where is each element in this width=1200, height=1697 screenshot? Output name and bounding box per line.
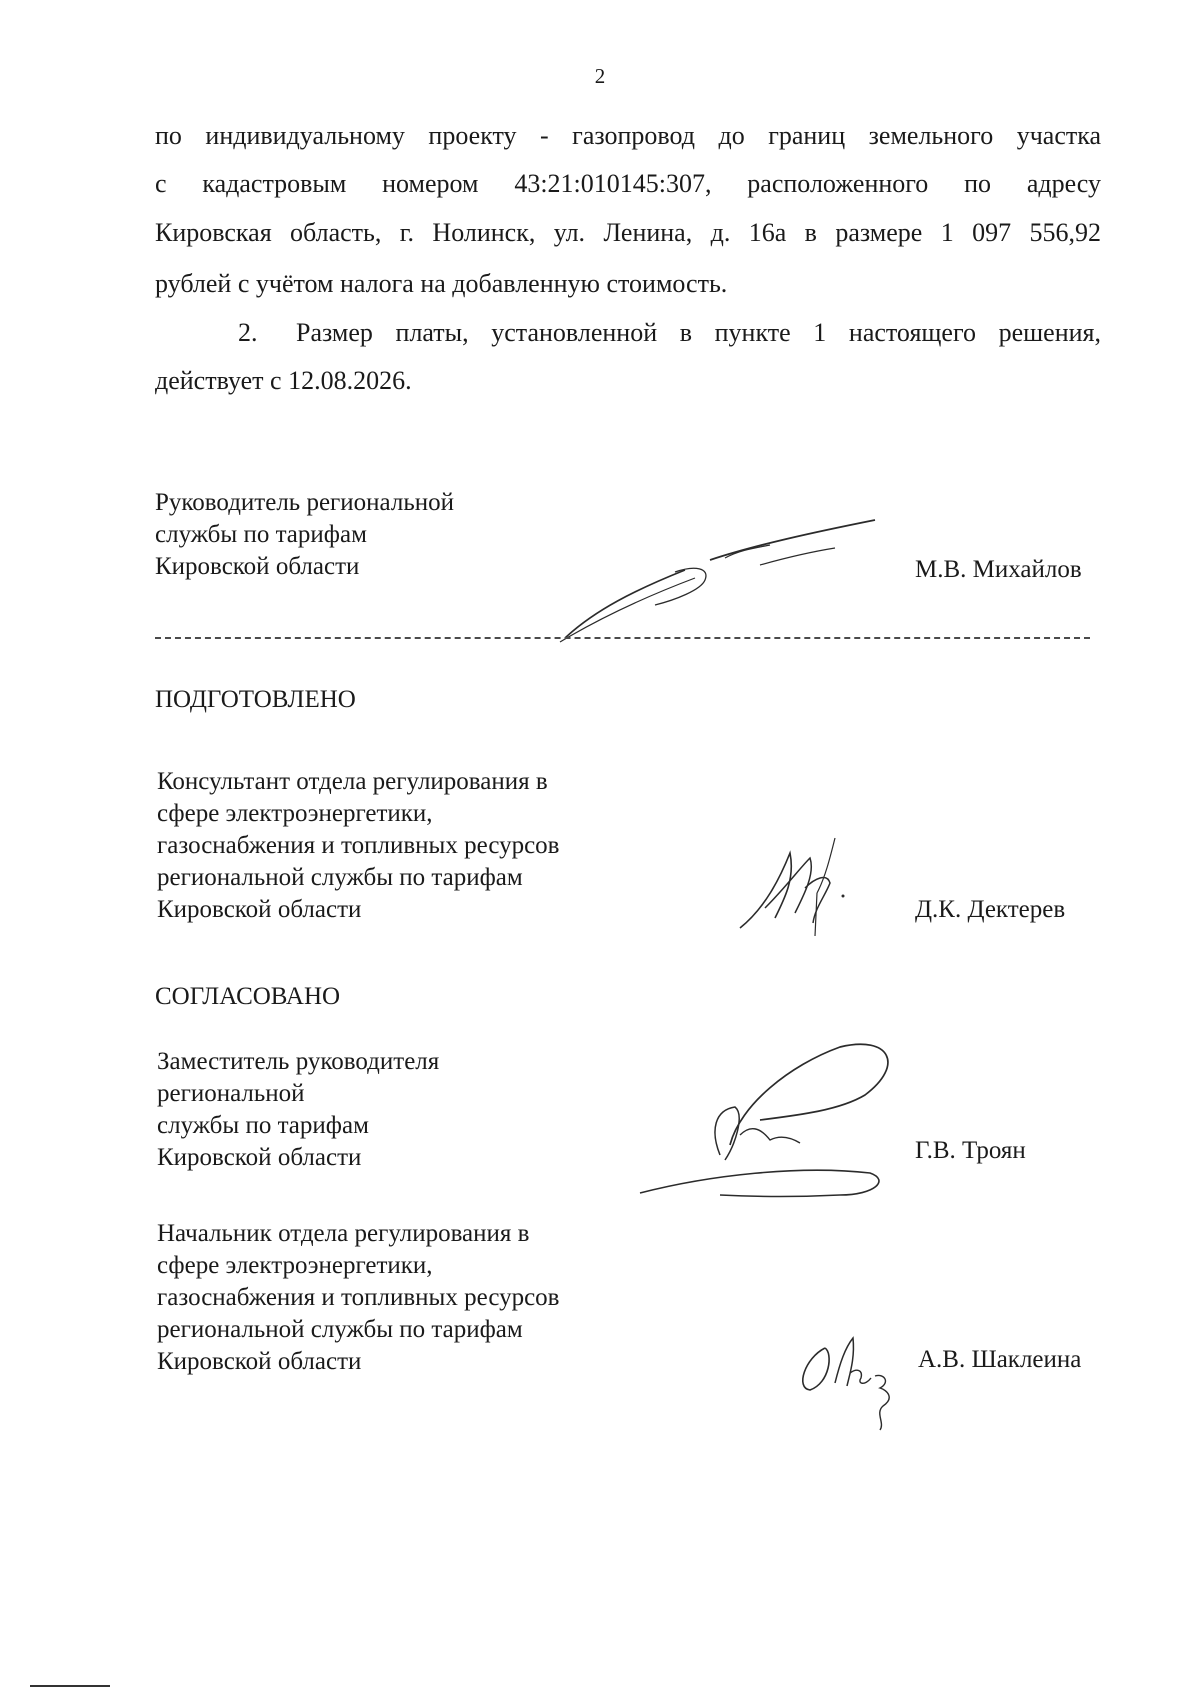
- position-line: Руководитель региональной: [155, 489, 454, 516]
- position-line: Начальник отдела регулирования в: [157, 1220, 530, 1247]
- position-line: Кировской области: [157, 896, 362, 923]
- position-line: сфере электроэнергетики,: [157, 800, 433, 827]
- agreed-position-1: [157, 1046, 439, 1174]
- position-line: Заместитель руководителя: [157, 1048, 440, 1075]
- page-number: 2: [594, 64, 606, 88]
- agreed-signature-2: [795, 1328, 905, 1433]
- head-signature: [555, 520, 895, 645]
- agreed-signature-1: [640, 1035, 900, 1205]
- separator-dashed-line: [155, 637, 1090, 639]
- paragraph-2-line: Размер платы, установленной в пункте 1 настоящего решения,: [296, 318, 1101, 347]
- footer-mark: [30, 1685, 110, 1687]
- paragraph-2-line: действует с 12.08.2026.: [155, 366, 412, 395]
- position-line: газоснабжения и топливных ресурсов: [157, 832, 560, 859]
- position-line: Консультант отдела регулирования в: [157, 768, 548, 795]
- head-signatory-name: М.В. Михайлов: [915, 556, 1082, 583]
- agreed-signatory-1-name: Г.В. Троян: [915, 1137, 1026, 1164]
- position-line: Кировской области: [157, 1144, 362, 1171]
- position-line: региональной службы по тарифам: [157, 864, 523, 891]
- paragraph-1-line: с кадастровым номером 43:21:010145:307, расположенного по адресу: [155, 169, 1101, 198]
- position-line: Кировской области: [155, 553, 360, 580]
- paragraph-1-line: Кировская область, г. Нолинск, ул. Ленина, д. 16а в размере 1 097 556,92: [155, 218, 1101, 247]
- prepared-signatory-name: Д.К. Дектерев: [915, 896, 1066, 923]
- position-line: сфере электроэнергетики,: [157, 1252, 433, 1279]
- position-line: службы по тарифам: [157, 1112, 369, 1139]
- paragraph-1-line: рублей с учётом налога на добавленную стоимость.: [155, 269, 728, 298]
- position-line: газоснабжения и топливных ресурсов: [157, 1284, 560, 1311]
- agreed-position-2: [157, 1218, 560, 1378]
- paragraph-2-number: 2.: [238, 318, 258, 347]
- prepared-signature: [735, 838, 855, 938]
- position-line: Кировской области: [157, 1348, 362, 1375]
- agreed-heading: СОГЛАСОВАНО: [155, 983, 341, 1010]
- position-line: службы по тарифам: [155, 521, 367, 548]
- position-line: региональной: [157, 1080, 305, 1107]
- prepared-heading: ПОДГОТОВЛЕНО: [155, 686, 356, 713]
- agreed-signatory-2-name: А.В. Шаклеина: [918, 1346, 1082, 1373]
- head-position: [155, 487, 454, 583]
- prepared-position: [157, 766, 560, 926]
- paragraph-1-line: по индивидуальному проекту - газопровод до границ земельного участка: [155, 121, 1101, 150]
- position-line: региональной службы по тарифам: [157, 1316, 523, 1343]
